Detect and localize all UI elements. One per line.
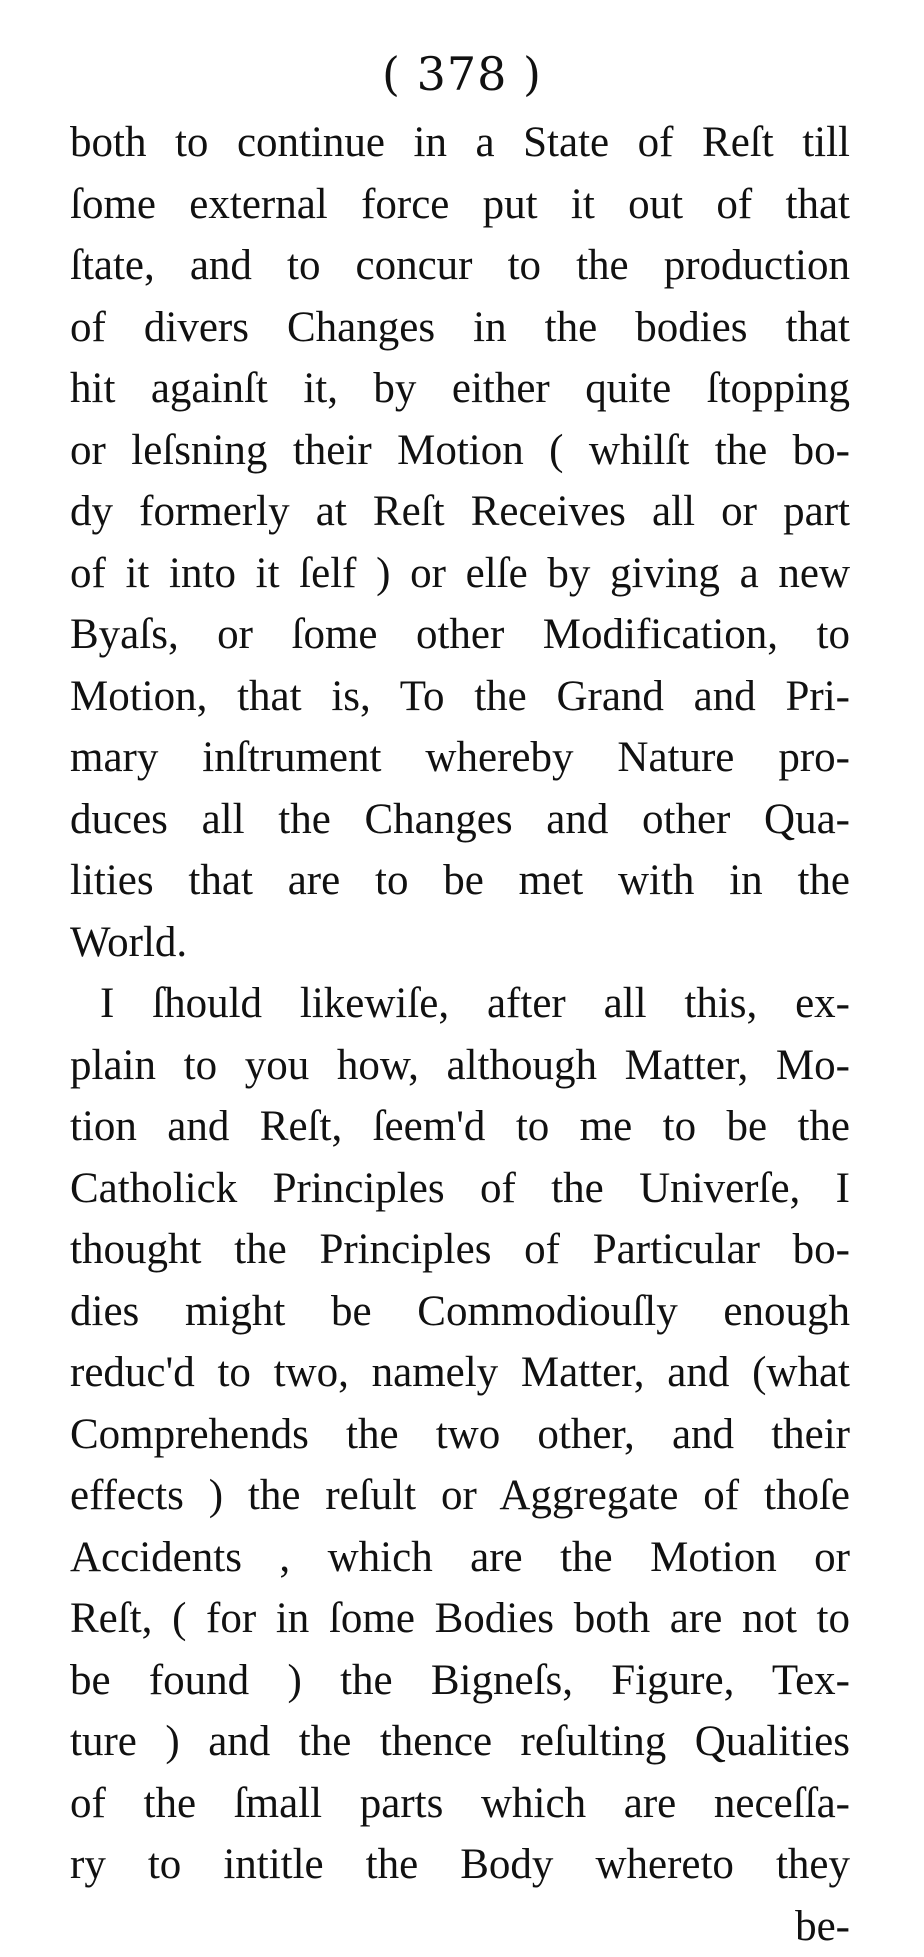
text-line: ſome external force put it out of that [70,174,850,236]
text-line: mary inſtrument whereby Nature pro- [70,727,850,789]
text-line: Catholick Principles of the Univerſe, I [70,1158,850,1220]
text-line: I ſhould likewiſe, after all this, ex- [70,973,850,1035]
catchword: be- [70,1896,850,1957]
text-line: Accidents , which are the Motion or [70,1527,850,1589]
body-text [70,112,850,1957]
text-line: Reſt, ( for in ſome Bodies both are not to [70,1588,850,1650]
text-line: or leſsning their Motion ( whilſt the bo- [70,420,850,482]
text-line: duces all the Changes and other Qua- [70,789,850,851]
text-line: dies might be Commodiouſly enough [70,1281,850,1343]
text-line: be found ) the Bigneſs, Figure, Tex- [70,1650,850,1712]
text-line: hit againſt it, by either quite ſtopping [70,358,850,420]
text-line: Byaſs, or ſome other Modification, to [70,604,850,666]
text-line: of the ſmall parts which are neceſſa- [70,1773,850,1835]
text-line: Comprehends the two other, and their [70,1404,850,1466]
text-line: ture ) and the thence reſulting Qualities [70,1711,850,1773]
text-line: dy formerly at Reſt Receives all or part [70,481,850,543]
text-line: both to continue in a State of Reſt till [70,112,850,174]
text-line: reduc'd to two, namely Matter, and (what [70,1342,850,1404]
text-line: lities that are to be met with in the [70,850,850,912]
text-line: of divers Changes in the bodies that [70,297,850,359]
text-line: World. [70,912,850,974]
text-line: of it into it ſelf ) or elſe by giving a new [70,543,850,605]
text-line: effects ) the reſult or Aggregate of thoſe [70,1465,850,1527]
text-line: ry to intitle the Body whereto they [70,1834,850,1896]
text-line: Motion, that is, To the Grand and Pri- [70,666,850,728]
text-line: thought the Principles of Particular bo- [70,1219,850,1281]
text-line: tion and Reſt, ſeem'd to me to be the [70,1096,850,1158]
page-number: ( 378 ) [0,44,924,104]
text-line: plain to you how, although Matter, Mo- [70,1035,850,1097]
text-line: ſtate, and to concur to the production [70,235,850,297]
